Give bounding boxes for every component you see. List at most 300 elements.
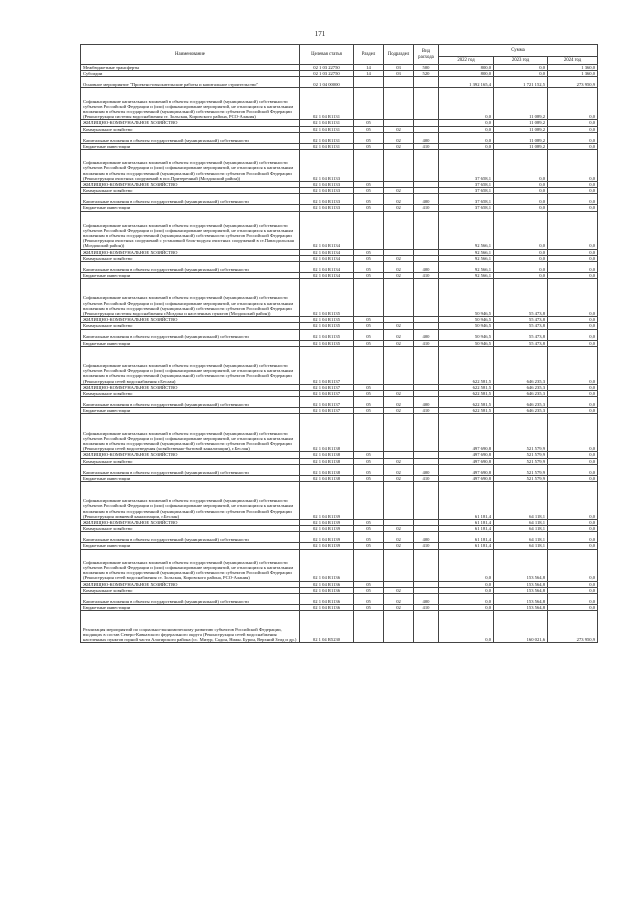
row-sum-2022: 37 658,1: [439, 150, 494, 182]
row-section: 05: [354, 475, 384, 481]
row-sum-2023: 153 564,8: [494, 594, 548, 605]
table-row: [81, 150, 598, 182]
header-section: Раздел: [354, 45, 384, 65]
row-sum-2022: 0,0: [439, 126, 494, 132]
header-subsection: Подраздел: [384, 45, 414, 65]
row-subsection: 02: [384, 532, 414, 543]
row-sum-2024: 0,0: [548, 340, 598, 346]
row-target-article: 02 1 04 R1135: [300, 279, 354, 317]
row-name: Коммунальное хозяйство: [81, 526, 300, 532]
row-sum-2022: 92 566,1: [439, 262, 494, 273]
row-sum-2023: 55 473,8: [494, 329, 548, 340]
row-target-article: 02 1 04 R1135: [300, 323, 354, 329]
row-section: 05: [354, 249, 384, 255]
header-year-2023: 2023 год: [494, 57, 548, 65]
row-sum-2022: 92 566,1: [439, 255, 494, 261]
row-sum-2023: 11 089,2: [494, 143, 548, 149]
row-expense-type: 410: [414, 273, 439, 279]
row-sum-2024: 0,0: [548, 249, 598, 255]
row-name: Софинансирование капитальных вложений в объекты государственной (муниципальной) собственности субъектов Российской Федерации и (или) софинансирование мероприятий, не относящихся к капитальным вложениям в объекты государственной (муниципальной) собственности субъектов Российской Федерации (Реконструкция системы водоснабжения ст. Зольская, Кировского района, РСО-Алания): [81, 88, 300, 120]
row-sum-2024: 0,0: [548, 587, 598, 593]
row-expense-type: [414, 482, 439, 520]
row-name: ЖИЛИЩНО-КОММУНАЛЬНОЕ ХОЗЯЙСТВО: [81, 249, 300, 255]
row-expense-type: 410: [414, 543, 439, 549]
row-sum-2024: 0,0: [548, 594, 598, 605]
row-expense-type: [414, 279, 439, 317]
row-subsection: 02: [384, 587, 414, 593]
row-subsection: [384, 482, 414, 520]
row-sum-2022: 622 581,5: [439, 346, 494, 384]
row-sum-2022: 50 946,5: [439, 329, 494, 340]
row-expense-type: [414, 346, 439, 384]
row-sum-2024: 0,0: [548, 605, 598, 611]
table-row: [81, 77, 598, 88]
row-section: [354, 482, 384, 520]
row-name: Бюджетные инвестиции: [81, 273, 300, 279]
row-sum-2022: 50 946,5: [439, 323, 494, 329]
row-sum-2022: 0,0: [439, 549, 494, 581]
row-sum-2024: 0,0: [548, 279, 598, 317]
row-subsection: [384, 549, 414, 581]
row-section: 14: [354, 71, 384, 77]
row-name: Коммунальное хозяйство: [81, 587, 300, 593]
row-name: Субсидии: [81, 71, 300, 77]
row-expense-type: [414, 414, 439, 452]
row-sum-2024: 0,0: [548, 273, 598, 279]
table-row: [81, 88, 598, 120]
row-sum-2022: 50 946,5: [439, 340, 494, 346]
row-sum-2022: 1 392 165,4: [439, 77, 494, 88]
row-section: 05: [354, 126, 384, 132]
row-section: 05: [354, 340, 384, 346]
row-sum-2023: 646 235,3: [494, 346, 548, 384]
row-name: Софинансирование капитальных вложений в объекты государственной (муниципальной) собственности субъектов Российской Федерации и (или) софинансирование мероприятий, не относящихся к капитальным вложениям в объекты государственной (муниципальной) собственности субъектов Российской Федерации (Реконструкция очистных сооружений с установкой блок-модуля очистных сооружений в ст.Павлодольская (Моздокский район)): [81, 211, 300, 249]
row-sum-2022: 497 690,8: [439, 458, 494, 464]
row-sum-2022: 0,0: [439, 594, 494, 605]
row-section: 05: [354, 255, 384, 261]
row-section: 05: [354, 143, 384, 149]
row-target-article: 02 1 04 R1133: [300, 188, 354, 194]
row-expense-type: [414, 611, 439, 643]
row-target-article: 02 1 04 R1139: [300, 482, 354, 520]
table-row: [81, 279, 598, 317]
row-section: [354, 279, 384, 317]
row-name: ЖИЛИЩНО-КОММУНАЛЬНОЕ ХОЗЯЙСТВО: [81, 452, 300, 458]
row-subsection: [384, 414, 414, 452]
row-sum-2024: 1 360,0: [548, 71, 598, 77]
row-expense-type: 520: [414, 71, 439, 77]
row-sum-2023: 0,0: [494, 255, 548, 261]
row-sum-2022: 0,0: [439, 88, 494, 120]
row-subsection: 02: [384, 408, 414, 414]
row-sum-2023: 55 473,8: [494, 317, 548, 323]
row-target-article: 02 1 04 R1136: [300, 581, 354, 587]
row-expense-type: 400: [414, 594, 439, 605]
row-sum-2024: 0,0: [548, 482, 598, 520]
row-target-article: 02 1 04 R1139: [300, 526, 354, 532]
row-name: Реализация мероприятий по социально-экономическому развитию субъектов Российской Федерации, входящих в состав Северо-Кавказского федерального округа (Реконструкция сетей водоснабжения населенных пунктов горной части Алагирского района (сс. Мизур, Садон, Нижн. Бурон, Верхний Згид и др.): [81, 611, 300, 643]
row-target-article: 02 1 04 R1138: [300, 458, 354, 464]
row-subsection: 02: [384, 132, 414, 143]
row-sum-2022: 0,0: [439, 587, 494, 593]
row-sum-2024: 0,0: [548, 194, 598, 205]
row-sum-2023: 153 564,8: [494, 581, 548, 587]
row-sum-2023: 55 473,8: [494, 323, 548, 329]
table-row: [81, 194, 598, 205]
row-sum-2022: 0,0: [439, 143, 494, 149]
row-name: Софинансирование капитальных вложений в объекты государственной (муниципальной) собственности субъектов Российской Федерации и (или) софинансирование мероприятий, не относящихся к капитальным вложениям в объекты государственной (муниципальной) собственности субъектов Российской Федерации (Реконструкция сетей водоснабжения ст. Зольская, Кировского района, РСО-Алания): [81, 549, 300, 581]
row-sum-2024: 0,0: [548, 543, 598, 549]
row-sum-2024: 0,0: [548, 397, 598, 408]
row-sum-2022: 800,0: [439, 71, 494, 77]
row-sum-2023: 646 235,3: [494, 397, 548, 408]
row-section: [354, 88, 384, 120]
row-target-article: 02 1 04 R1135: [300, 317, 354, 323]
row-target-article: 02 1 04 R1137: [300, 391, 354, 397]
header-sum: Сумма: [439, 45, 598, 57]
row-sum-2022: 61 181,4: [439, 532, 494, 543]
row-sum-2023: 55 473,8: [494, 340, 548, 346]
row-target-article: 02 1 04 R1138: [300, 414, 354, 452]
row-subsection: [384, 77, 414, 88]
row-subsection: 02: [384, 188, 414, 194]
row-name: Софинансирование капитальных вложений в объекты государственной (муниципальной) собственности субъектов Российской Федерации и (или) софинансирование мероприятий, не относящихся к капитальным вложениям в объекты государственной (муниципальной) собственности субъектов Российской Федерации (Реконструкция ливневой канализации, г.Беслан): [81, 482, 300, 520]
row-sum-2023: 64 118,1: [494, 526, 548, 532]
row-sum-2023: 521 579,9: [494, 458, 548, 464]
row-expense-type: 500: [414, 65, 439, 71]
table-row: [81, 549, 598, 581]
header-name: Наименование: [81, 45, 300, 65]
row-sum-2022: 622 581,5: [439, 408, 494, 414]
row-sum-2023: 0,0: [494, 262, 548, 273]
row-subsection: 02: [384, 594, 414, 605]
row-name: Коммунальное хозяйство: [81, 458, 300, 464]
row-sum-2024: 0,0: [548, 255, 598, 261]
row-target-article: 02 1 04 R1137: [300, 397, 354, 408]
row-subsection: 02: [384, 273, 414, 279]
table-row: [81, 329, 598, 340]
row-target-article: 02 1 04 R1131: [300, 143, 354, 149]
row-target-article: 02 1 04 R1135: [300, 329, 354, 340]
row-target-article: 02 1 04 R1134: [300, 211, 354, 249]
row-section: 05: [354, 452, 384, 458]
row-sum-2022: 497 690,8: [439, 475, 494, 481]
row-sum-2023: 160 021,6: [494, 611, 548, 643]
page-number: 171: [314, 30, 326, 38]
row-sum-2024: 0,0: [548, 126, 598, 132]
row-sum-2023: 64 118,1: [494, 482, 548, 520]
row-sum-2022: 37 658,1: [439, 182, 494, 188]
row-section: [354, 77, 384, 88]
row-sum-2024: 0,0: [548, 520, 598, 526]
row-section: 05: [354, 520, 384, 526]
row-section: 05: [354, 605, 384, 611]
row-section: 05: [354, 384, 384, 390]
row-target-article: 02 1 04 R1134: [300, 249, 354, 255]
row-sum-2023: 0,0: [494, 71, 548, 77]
row-sum-2024: 0,0: [548, 150, 598, 182]
row-subsection: 02: [384, 262, 414, 273]
row-section: 14: [354, 65, 384, 71]
row-subsection: [384, 279, 414, 317]
row-sum-2023: 1 721 152,5: [494, 77, 548, 88]
row-expense-type: [414, 211, 439, 249]
row-target-article: 02 1 04 R1133: [300, 150, 354, 182]
row-name: Капитальные вложения в объекты государственной (муниципальной) собственности: [81, 132, 300, 143]
row-sum-2022: 0,0: [439, 120, 494, 126]
row-sum-2024: 0,0: [548, 205, 598, 211]
row-sum-2023: 646 235,3: [494, 391, 548, 397]
row-subsection: [384, 150, 414, 182]
table-row: [81, 464, 598, 475]
row-name: Софинансирование капитальных вложений в объекты государственной (муниципальной) собственности субъектов Российской Федерации и (или) софинансирование мероприятий, не относящихся к капитальным вложениям в объекты государственной (муниципальной) собственности субъектов Российской Федерации (Реконструкция сетей водоснабжения г.Беслан): [81, 346, 300, 384]
row-sum-2022: 622 581,5: [439, 397, 494, 408]
row-sum-2022: 0,0: [439, 581, 494, 587]
table-row: [81, 611, 598, 643]
row-sum-2023: 153 564,8: [494, 605, 548, 611]
row-target-article: 02 1 04 R1139: [300, 532, 354, 543]
row-subsection: 02: [384, 194, 414, 205]
row-subsection: 02: [384, 329, 414, 340]
row-target-article: 02 1 04 R1137: [300, 408, 354, 414]
row-target-article: 02 1 04 R1138: [300, 452, 354, 458]
row-sum-2022: 622 581,5: [439, 384, 494, 390]
row-target-article: 02 1 04 R1131: [300, 126, 354, 132]
row-subsection: 02: [384, 255, 414, 261]
row-expense-type: 410: [414, 408, 439, 414]
row-name: Коммунальное хозяйство: [81, 391, 300, 397]
row-sum-2024: 0,0: [548, 143, 598, 149]
row-sum-2023: 11 089,2: [494, 120, 548, 126]
row-sum-2022: 92 566,1: [439, 249, 494, 255]
table-row: [81, 414, 598, 452]
row-sum-2022: 50 946,5: [439, 317, 494, 323]
row-subsection: 02: [384, 458, 414, 464]
row-sum-2022: 50 946,5: [439, 279, 494, 317]
row-target-article: 02 1 04 R1131: [300, 88, 354, 120]
row-section: 05: [354, 323, 384, 329]
row-sum-2022: 0,0: [439, 132, 494, 143]
budget-table: [80, 44, 598, 643]
table-row: [81, 532, 598, 543]
row-sum-2024: 0,0: [548, 323, 598, 329]
header-year-2024: 2024 год: [548, 57, 598, 65]
row-sum-2022: 800,0: [439, 65, 494, 71]
row-subsection: [384, 346, 414, 384]
row-name: Капитальные вложения в объекты государственной (муниципальной) собственности: [81, 194, 300, 205]
row-name: Капитальные вложения в объекты государственной (муниципальной) собственности: [81, 532, 300, 543]
row-sum-2024: 0,0: [548, 329, 598, 340]
row-expense-type: 400: [414, 194, 439, 205]
table-row: [81, 211, 598, 249]
row-subsection: 02: [384, 126, 414, 132]
row-subsection: 02: [384, 464, 414, 475]
row-target-article: 02 1 04 R1133: [300, 182, 354, 188]
row-section: [354, 414, 384, 452]
row-sum-2024: 0,0: [548, 549, 598, 581]
row-name: Бюджетные инвестиции: [81, 143, 300, 149]
row-expense-type: 410: [414, 340, 439, 346]
row-sum-2024: 0,0: [548, 526, 598, 532]
row-sum-2023: 646 235,3: [494, 408, 548, 414]
row-expense-type: 400: [414, 532, 439, 543]
row-target-article: 02 1 04 R1131: [300, 132, 354, 143]
table-row: [81, 262, 598, 273]
row-sum-2023: 0,0: [494, 205, 548, 211]
row-sum-2023: 11 089,2: [494, 132, 548, 143]
row-expense-type: 400: [414, 464, 439, 475]
row-sum-2024: 0,0: [548, 120, 598, 126]
row-sum-2023: 0,0: [494, 249, 548, 255]
row-section: 05: [354, 464, 384, 475]
row-section: [354, 346, 384, 384]
row-subsection: [384, 88, 414, 120]
row-section: 05: [354, 526, 384, 532]
row-sum-2024: 0,0: [548, 88, 598, 120]
row-name: ЖИЛИЩНО-КОММУНАЛЬНОЕ ХОЗЯЙСТВО: [81, 182, 300, 188]
row-sum-2023: 0,0: [494, 65, 548, 71]
row-section: [354, 611, 384, 643]
row-expense-type: 400: [414, 132, 439, 143]
row-sum-2022: 497 690,8: [439, 414, 494, 452]
row-subsection: 02: [384, 526, 414, 532]
row-sum-2022: 61 181,4: [439, 520, 494, 526]
row-target-article: 02 1 03 22750: [300, 71, 354, 77]
row-sum-2023: 153 564,8: [494, 587, 548, 593]
row-target-article: 02 1 04 R1136: [300, 587, 354, 593]
row-name: Капитальные вложения в объекты государственной (муниципальной) собственности: [81, 397, 300, 408]
header-year-2022: 2022 год: [439, 57, 494, 65]
row-sum-2023: 0,0: [494, 188, 548, 194]
row-target-article: 02 1 04 R1139: [300, 520, 354, 526]
row-sum-2024: 0,0: [548, 408, 598, 414]
row-section: 05: [354, 317, 384, 323]
row-target-article: 02 1 04 R1133: [300, 205, 354, 211]
row-subsection: 03: [384, 65, 414, 71]
row-name: Коммунальное хозяйство: [81, 323, 300, 329]
row-subsection: [384, 611, 414, 643]
row-sum-2024: 0,0: [548, 182, 598, 188]
row-sum-2024: 0,0: [548, 317, 598, 323]
row-name: ЖИЛИЩНО-КОММУНАЛЬНОЕ ХОЗЯЙСТВО: [81, 317, 300, 323]
row-name: Капитальные вложения в объекты государственной (муниципальной) собственности: [81, 464, 300, 475]
row-target-article: 02 1 04 R1137: [300, 346, 354, 384]
row-subsection: [384, 211, 414, 249]
row-sum-2023: 64 118,1: [494, 520, 548, 526]
row-target-article: 02 1 04 R1136: [300, 605, 354, 611]
row-sum-2022: 37 658,1: [439, 188, 494, 194]
row-sum-2024: 0,0: [548, 211, 598, 249]
row-subsection: 03: [384, 71, 414, 77]
row-section: 05: [354, 262, 384, 273]
row-subsection: 02: [384, 340, 414, 346]
row-subsection: 02: [384, 543, 414, 549]
row-expense-type: 400: [414, 329, 439, 340]
row-name: Коммунальное хозяйство: [81, 255, 300, 261]
row-sum-2023: 0,0: [494, 211, 548, 249]
row-sum-2023: 55 473,8: [494, 279, 548, 317]
row-name: Межбюджетные трансферты: [81, 65, 300, 71]
row-section: 05: [354, 329, 384, 340]
row-subsection: 02: [384, 205, 414, 211]
row-sum-2024: 0,0: [548, 464, 598, 475]
row-sum-2024: 0,0: [548, 452, 598, 458]
row-sum-2023: 0,0: [494, 182, 548, 188]
row-sum-2024: 0,0: [548, 132, 598, 143]
row-target-article: 02 1 04 R1136: [300, 549, 354, 581]
row-target-article: 02 1 04 R1134: [300, 255, 354, 261]
row-section: 05: [354, 194, 384, 205]
row-sum-2023: 64 118,1: [494, 532, 548, 543]
row-target-article: 02 1 04 R1135: [300, 340, 354, 346]
header-target-article: Целевая статья: [300, 45, 354, 65]
row-section: [354, 211, 384, 249]
row-name: Капитальные вложения в объекты государственной (муниципальной) собственности: [81, 329, 300, 340]
row-sum-2023: 64 118,1: [494, 543, 548, 549]
row-section: [354, 150, 384, 182]
row-name: ЖИЛИЩНО-КОММУНАЛЬНОЕ ХОЗЯЙСТВО: [81, 120, 300, 126]
row-section: [354, 549, 384, 581]
row-section: 05: [354, 182, 384, 188]
row-expense-type: 410: [414, 605, 439, 611]
header-expense-type: Вид расхода: [414, 45, 439, 65]
row-section: 05: [354, 273, 384, 279]
row-sum-2022: 37 658,1: [439, 194, 494, 205]
row-sum-2022: 622 581,5: [439, 391, 494, 397]
row-sum-2024: 1 360,0: [548, 65, 598, 71]
row-target-article: 02 1 04 R1139: [300, 543, 354, 549]
row-sum-2022: 92 566,1: [439, 211, 494, 249]
row-section: 05: [354, 120, 384, 126]
row-expense-type: 400: [414, 262, 439, 273]
row-subsection: 02: [384, 391, 414, 397]
row-expense-type: 410: [414, 475, 439, 481]
row-name: Основное мероприятие "Проектно-изыскательские работы и капитальное строительство": [81, 77, 300, 88]
row-target-article: 02 1 04 R1138: [300, 464, 354, 475]
row-section: 05: [354, 594, 384, 605]
row-sum-2022: 92 566,1: [439, 273, 494, 279]
row-subsection: 02: [384, 475, 414, 481]
row-sum-2024: 0,0: [548, 414, 598, 452]
row-target-article: 02 1 03 22750: [300, 65, 354, 71]
row-sum-2023: 521 579,9: [494, 475, 548, 481]
row-sum-2023: 153 564,8: [494, 549, 548, 581]
row-section: 05: [354, 458, 384, 464]
row-subsection: 02: [384, 323, 414, 329]
row-name: Капитальные вложения в объекты государственной (муниципальной) собственности: [81, 594, 300, 605]
row-section: 05: [354, 581, 384, 587]
row-target-article: 02 1 04 R1133: [300, 194, 354, 205]
row-sum-2024: 0,0: [548, 188, 598, 194]
row-sum-2023: 521 579,9: [494, 452, 548, 458]
table-row: [81, 594, 598, 605]
row-sum-2023: 11 089,2: [494, 88, 548, 120]
row-section: 05: [354, 132, 384, 143]
row-sum-2022: 497 690,8: [439, 464, 494, 475]
row-target-article: 02 1 04 R1134: [300, 273, 354, 279]
row-sum-2022: 37 658,1: [439, 205, 494, 211]
row-sum-2024: 0,0: [548, 458, 598, 464]
row-sum-2022: 0,0: [439, 611, 494, 643]
row-name: Капитальные вложения в объекты государственной (муниципальной) собственности: [81, 262, 300, 273]
row-sum-2024: 0,0: [548, 346, 598, 384]
row-expense-type: [414, 77, 439, 88]
row-sum-2024: 0,0: [548, 384, 598, 390]
row-sum-2024: 273 950,9: [548, 611, 598, 643]
row-sum-2022: 497 690,8: [439, 452, 494, 458]
row-name: Коммунальное хозяйство: [81, 126, 300, 132]
row-name: Бюджетные инвестиции: [81, 408, 300, 414]
